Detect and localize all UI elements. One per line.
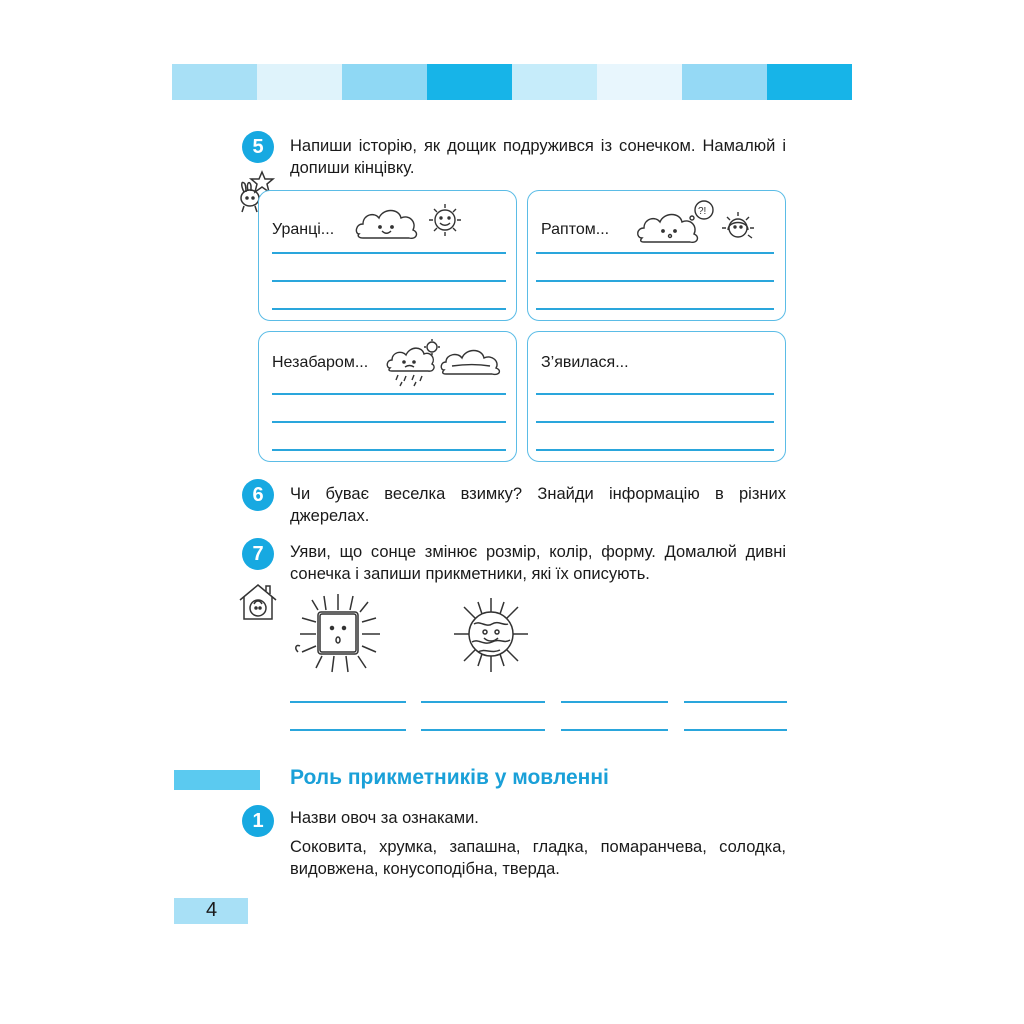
writing-line[interactable] bbox=[272, 449, 506, 451]
home-task-icon bbox=[236, 582, 280, 622]
answer-line[interactable] bbox=[290, 729, 406, 731]
writing-line[interactable] bbox=[536, 421, 774, 423]
strip-segment bbox=[172, 64, 257, 100]
story-box-label: Раптом... bbox=[541, 221, 610, 238]
task-number-7: 7 bbox=[242, 538, 274, 570]
answer-line[interactable] bbox=[684, 729, 787, 731]
strip-segment bbox=[767, 64, 852, 100]
writing-line[interactable] bbox=[536, 280, 774, 282]
section-title: Роль прикметників у мовленні bbox=[290, 766, 609, 789]
writing-line[interactable] bbox=[536, 449, 774, 451]
strip-segment bbox=[257, 64, 342, 100]
writing-line[interactable] bbox=[272, 252, 506, 254]
writing-line[interactable] bbox=[272, 393, 506, 395]
answer-line[interactable] bbox=[421, 701, 545, 703]
happy-cloud-sun-icon bbox=[355, 200, 470, 245]
writing-line[interactable] bbox=[536, 308, 774, 310]
strip-segment bbox=[342, 64, 427, 100]
answer-line[interactable] bbox=[684, 701, 787, 703]
strip-segment bbox=[512, 64, 597, 100]
task-number-6: 6 bbox=[242, 479, 274, 511]
strip-segment bbox=[427, 64, 512, 100]
story-box-appeared bbox=[527, 331, 786, 462]
writing-line[interactable] bbox=[272, 421, 506, 423]
header-color-strip bbox=[172, 64, 852, 100]
task-6-text: Чи буває веселка взимку? Знайди інформацію в різних джерелах. bbox=[290, 485, 786, 525]
task-7-text: Уяви, що сонце змінює розмір, колір, форму. Домалюй дивні сонечка і запиши прикметники, які їх описують. bbox=[290, 543, 786, 583]
section-marker-bar bbox=[174, 770, 260, 790]
writing-line[interactable] bbox=[536, 252, 774, 254]
svg-text:?!: ?! bbox=[698, 206, 707, 217]
writing-line[interactable] bbox=[272, 280, 506, 282]
task-1-text: Назви овоч за ознаками. bbox=[290, 809, 479, 827]
rain-cloud-icon bbox=[386, 338, 516, 388]
story-box-label: Уранці... bbox=[272, 221, 335, 238]
square-sun-drawing bbox=[290, 590, 390, 680]
task-5-text: Напиши історію, як дощик подружився із сонечком. Намалюй і допиши кінцівку. bbox=[290, 137, 786, 177]
story-box-label: Незабаром... bbox=[272, 354, 369, 371]
page-number: 4 bbox=[206, 899, 218, 921]
strip-segment bbox=[597, 64, 682, 100]
writing-line[interactable] bbox=[536, 393, 774, 395]
task-number-1: 1 bbox=[242, 805, 274, 837]
task-number-5: 5 bbox=[242, 131, 274, 163]
answer-line[interactable] bbox=[421, 729, 545, 731]
story-box-label: З’явилася... bbox=[541, 354, 629, 371]
answer-line[interactable] bbox=[561, 729, 668, 731]
task-1-description: Соковита, хрумка, запашна, гладка, помаранчева, солодка, видовжена, конусоподібна, тверда. bbox=[290, 838, 786, 878]
answer-line[interactable] bbox=[290, 701, 406, 703]
answer-line[interactable] bbox=[561, 701, 668, 703]
writing-line[interactable] bbox=[272, 308, 506, 310]
swirly-sun-drawing bbox=[446, 594, 536, 678]
strip-segment bbox=[682, 64, 767, 100]
questioning-cloud-sun-icon bbox=[636, 198, 771, 248]
